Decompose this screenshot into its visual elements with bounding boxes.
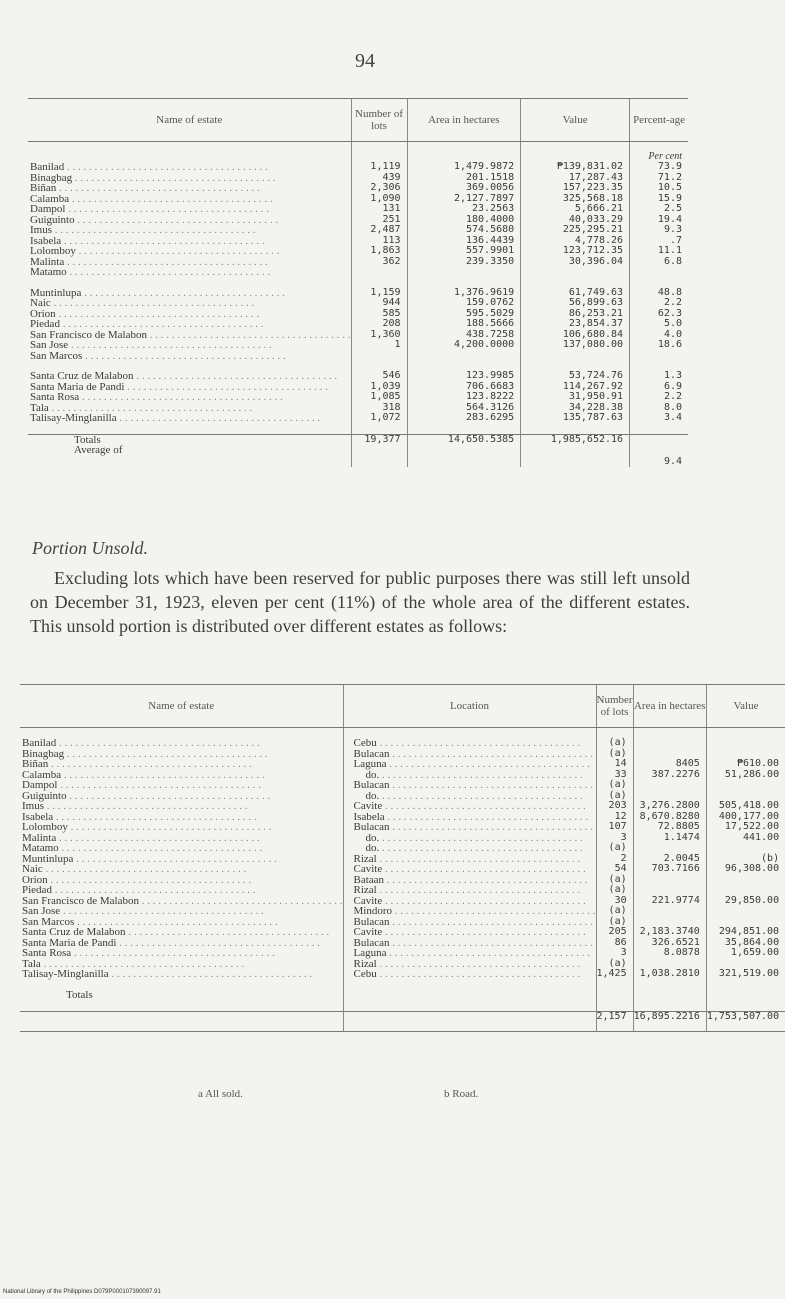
area-hectares: 221.9774	[633, 896, 706, 907]
lots-count: (a)	[596, 875, 633, 886]
estate-name-text: Talisay-Minglanilla	[30, 412, 117, 424]
value	[521, 267, 630, 278]
percentage: 48.8	[630, 288, 688, 299]
value: 53,724.76	[521, 371, 630, 382]
percentage: 2.2	[630, 298, 688, 309]
estate-name-text: Biñan	[22, 758, 49, 770]
value: 106,680.84	[521, 330, 630, 341]
percentage	[630, 267, 688, 278]
body-paragraph: Excluding lots which have been reserved for public purposes there was still left unsold on December 31, 1923, eleven per cent (11%) of the whole area of the different estates. This unsold portion is distributed over different estates as follows:	[30, 568, 690, 636]
lots-count: 203	[596, 801, 633, 812]
t1-body	[28, 142, 688, 468]
total-value	[706, 990, 785, 1012]
table-row	[20, 969, 785, 980]
value: 325,568.18	[521, 194, 630, 205]
percentage: 6.9	[630, 382, 688, 393]
t1-header-lots: Number of lots	[351, 99, 407, 142]
estate-name-text: Imus	[22, 800, 44, 812]
page-number: 94	[355, 50, 375, 72]
area-hectares: 4,200.0000	[407, 340, 521, 351]
location-text: Rizal	[353, 957, 377, 970]
area-hectares: 8,670.8280	[633, 812, 706, 823]
location-text: Bataan	[353, 873, 385, 886]
value: 34,228.38	[521, 403, 630, 414]
lots-count: 1,119	[351, 162, 407, 173]
estate-name-text: Dampol	[22, 779, 58, 791]
estate-name-text: San Jose	[30, 339, 69, 351]
area-hectares: 438.7258	[407, 330, 521, 341]
lots-count	[351, 351, 407, 362]
estate-name-text: Isabela	[30, 234, 62, 247]
lots-count: 1,072	[351, 413, 407, 424]
estate-name-text: Banilad	[22, 737, 57, 749]
credit-line: National Library of the Philippines D079P000107390097.91	[3, 1289, 161, 1295]
area-hectares: 2,183.3740	[633, 927, 706, 938]
value: 35,864.00	[706, 938, 785, 949]
value: 5,666.21	[521, 204, 630, 215]
location-text: Cavite	[353, 926, 383, 938]
value: 157,223.35	[521, 183, 630, 194]
estate-name-text: Calamba	[30, 192, 70, 205]
estate-name-text: Lolomboy	[30, 245, 76, 257]
estate-name-text: Santa Rosa	[22, 947, 72, 959]
percentage: 8.0	[630, 403, 688, 414]
value: 135,787.63	[521, 413, 630, 424]
estate-name	[28, 351, 351, 362]
totals-label: Totals	[28, 434, 351, 445]
location-text: Isabela	[353, 810, 385, 823]
area-hectares: 180.4000	[407, 215, 521, 226]
t1-header-percent: Percent-age	[630, 99, 688, 142]
estate-name-text: Guiguinto	[30, 213, 75, 226]
lots-count: 86	[596, 938, 633, 949]
value: ₱139,831.02	[521, 162, 630, 173]
area-hectares: 564.3126	[407, 403, 521, 414]
lots-count: 33	[596, 770, 633, 781]
location-text: Mindoro	[353, 905, 392, 917]
estate-name-text: Piedad	[22, 884, 52, 896]
location-text: Rizal	[353, 852, 377, 865]
estate-name	[28, 267, 351, 278]
grand-totals-row	[20, 1012, 785, 1032]
lots-count: (a)	[596, 749, 633, 760]
lots-count: 54	[596, 864, 633, 875]
estate-name-text: Tala	[22, 957, 41, 970]
location-text: Bulacan	[353, 747, 390, 760]
lots-count: (a)	[596, 917, 633, 928]
value: 114,267.92	[521, 382, 630, 393]
estate-name-text: Imus	[30, 224, 52, 236]
location-text: Cebu	[353, 968, 377, 980]
area-hectares: 2.0045	[633, 854, 706, 865]
estate-name-text: Orion	[30, 307, 56, 320]
lots-count: 3	[596, 833, 633, 844]
estate-name-text: Biñan	[30, 182, 57, 194]
lots-count: 131	[351, 204, 407, 215]
area-hectares: 387.2276	[633, 770, 706, 781]
area-hectares	[407, 351, 521, 362]
percentage: 15.9	[630, 194, 688, 205]
lots-count: (a)	[596, 843, 633, 854]
value: 123,712.35	[521, 246, 630, 257]
percentage: .7	[630, 236, 688, 247]
location-text: do.	[365, 768, 380, 781]
footnote-a: a All sold.	[198, 1088, 243, 1100]
percentage: 5.0	[630, 319, 688, 330]
value	[706, 738, 785, 749]
value: 17,522.00	[706, 822, 785, 833]
area-hectares: 1,479.9872	[407, 162, 521, 173]
area-hectares: 574.5680	[407, 225, 521, 236]
t2-header-value: Value	[706, 685, 785, 728]
estate-name-text: Naic	[22, 863, 43, 875]
t1-header-area: Area in hectares	[407, 99, 521, 142]
location-text: do.	[365, 831, 380, 844]
t2-header-lots: Number of lots	[596, 685, 633, 728]
location-text: Cebu	[353, 737, 377, 749]
estate-name-text: Banilad	[30, 161, 65, 173]
estate-name-text: San Francisco de Malabon	[22, 894, 139, 907]
total-lots	[596, 990, 633, 1012]
lots-count: 439	[351, 173, 407, 184]
estate-name-text: Matamo	[30, 266, 67, 278]
lots-count: 1,090	[351, 194, 407, 205]
estate-name-text: Muntinlupa	[22, 852, 74, 865]
area-hectares	[633, 738, 706, 749]
value: 61,749.63	[521, 288, 630, 299]
estate-name-text: Guiguinto	[22, 789, 67, 802]
lots-count: 208	[351, 319, 407, 330]
location-text: Cavite	[353, 894, 383, 907]
estate-name-text: San Marcos	[22, 915, 75, 928]
estate-name-text: Tala	[30, 401, 49, 414]
percentage: 6.8	[630, 257, 688, 268]
lots-count: 2,306	[351, 183, 407, 194]
estate-name-text: San Marcos	[30, 349, 83, 362]
area-hectares: 369.0056	[407, 183, 521, 194]
location-text: Laguna	[353, 947, 387, 959]
area-hectares: 159.0762	[407, 298, 521, 309]
area-hectares: 123.9985	[407, 371, 521, 382]
value: 40,033.29	[521, 215, 630, 226]
estate-name-text: Matamo	[22, 842, 59, 854]
value	[706, 843, 785, 854]
lots-count: 546	[351, 371, 407, 382]
lots-count: 251	[351, 215, 407, 226]
percentage: 73.9	[630, 162, 688, 173]
estate-name-text: Malinta	[30, 255, 65, 268]
totals-row	[20, 990, 785, 1012]
area-hectares: 1,376.9619	[407, 288, 521, 299]
lots-count: 1	[351, 340, 407, 351]
location-text: Bulacan	[353, 936, 390, 949]
area-hectares	[407, 267, 521, 278]
percentage: 10.5	[630, 183, 688, 194]
location-text: Laguna	[353, 758, 387, 770]
total-lots: 19,377	[351, 434, 407, 445]
estate-name	[20, 969, 343, 980]
location-text: Bulacan	[353, 821, 390, 833]
lots-count: 12	[596, 812, 633, 823]
lots-count: 318	[351, 403, 407, 414]
lots-count: 1,360	[351, 330, 407, 341]
value: 4,778.26	[521, 236, 630, 247]
value: 51,286.00	[706, 770, 785, 781]
estate-name-text: Naic	[30, 297, 51, 309]
footnote-b: b Road.	[444, 1088, 479, 1100]
t2-header-location: Location	[343, 685, 596, 728]
total-value: 1,985,652.16	[521, 434, 630, 445]
value: 56,899.63	[521, 298, 630, 309]
totals-label: Totals	[66, 988, 93, 1001]
area-hectares: 188.5666	[407, 319, 521, 330]
lots-count: 2	[596, 854, 633, 865]
value	[706, 780, 785, 791]
sold-lots-table	[28, 98, 688, 467]
location-text: Bulacan	[353, 915, 390, 928]
average-percent: 9.4	[630, 445, 688, 467]
lots-count: 944	[351, 298, 407, 309]
value: 1,659.00	[706, 948, 785, 959]
estate-name-text: Muntinlupa	[30, 286, 82, 299]
value: 505,418.00	[706, 801, 785, 812]
grand-total-area: 16,895.2216	[633, 1012, 706, 1032]
location-text: Cavite	[353, 863, 383, 875]
area-hectares: 201.1518	[407, 173, 521, 184]
value: 441.00	[706, 833, 785, 844]
lots-count: (a)	[596, 906, 633, 917]
lots-count	[351, 267, 407, 278]
value: 86,253.21	[521, 309, 630, 320]
average-row	[28, 445, 688, 467]
total-area	[633, 990, 706, 1012]
section-heading: Portion Unsold.	[32, 538, 149, 558]
percentage	[630, 351, 688, 362]
area-hectares: 136.4439	[407, 236, 521, 247]
estate-name-text: Malinta	[22, 831, 57, 844]
area-hectares: 1.1474	[633, 833, 706, 844]
estate-name-text: Santa Rosa	[30, 391, 80, 403]
value: 137,080.00	[521, 340, 630, 351]
area-hectares: 326.6521	[633, 938, 706, 949]
area-hectares: 706.6683	[407, 382, 521, 393]
t2-header-area: Area in hectares	[633, 685, 706, 728]
value: 17,287.43	[521, 173, 630, 184]
grand-total-lots: 2,157	[596, 1012, 633, 1032]
lots-count: (a)	[596, 959, 633, 970]
lots-count: (a)	[596, 791, 633, 802]
value: 400,177.00	[706, 812, 785, 823]
area-hectares: 2,127.7897	[407, 194, 521, 205]
value	[706, 906, 785, 917]
lots-count: 205	[596, 927, 633, 938]
average-label: Average of	[74, 444, 123, 456]
area-hectares: 1,038.2810	[633, 969, 706, 980]
area-hectares	[633, 906, 706, 917]
unsold-lots-table	[20, 684, 785, 1032]
value: 96,308.00	[706, 864, 785, 875]
estate-name-text: Santa Maria de Pandi	[22, 936, 117, 949]
percentage: 62.3	[630, 309, 688, 320]
estate-name-text: Santa Cruz de Malabon	[30, 370, 134, 382]
area-hectares: 123.8222	[407, 392, 521, 403]
estate-name-text: Binagbag	[30, 171, 73, 184]
area-hectares: 595.5029	[407, 309, 521, 320]
percentage: 4.0	[630, 330, 688, 341]
grand-total-value: 1,753,507.00	[706, 1012, 785, 1032]
value: ₱610.00	[706, 759, 785, 770]
totals-row	[28, 434, 688, 445]
lots-count: (a)	[596, 780, 633, 791]
area-hectares	[633, 780, 706, 791]
percentage: 19.4	[630, 215, 688, 226]
location-text: Rizal	[353, 884, 377, 896]
lots-count: 30	[596, 896, 633, 907]
table-row	[28, 351, 688, 362]
estate-name-text: Dampol	[30, 203, 66, 215]
area-hectares	[633, 885, 706, 896]
area-hectares: 8.0878	[633, 948, 706, 959]
table-row	[28, 267, 688, 278]
percentage: 1.3	[630, 371, 688, 382]
value: 29,850.00	[706, 896, 785, 907]
estate-name-text: San Francisco de Malabon	[30, 328, 147, 341]
area-hectares	[633, 875, 706, 886]
value: 30,396.04	[521, 257, 630, 268]
area-hectares: 239.3350	[407, 257, 521, 268]
lots-count: 362	[351, 257, 407, 268]
value: 31,950.91	[521, 392, 630, 403]
area-hectares: 557.9901	[407, 246, 521, 257]
value: 23,854.37	[521, 319, 630, 330]
area-hectares: 8405	[633, 759, 706, 770]
lots-count: 585	[351, 309, 407, 320]
area-hectares: 3,276.2800	[633, 801, 706, 812]
percentage: 11.1	[630, 246, 688, 257]
lots-count: 2,487	[351, 225, 407, 236]
estate-name-text: Binagbag	[22, 747, 65, 760]
estate-name-text: Santa Cruz de Malabon	[22, 926, 126, 938]
percentage: 18.6	[630, 340, 688, 351]
location-text: do.	[365, 842, 380, 854]
lots-count: 3	[596, 948, 633, 959]
estate-name-text: Orion	[22, 873, 48, 886]
area-hectares	[633, 843, 706, 854]
percentage: 9.3	[630, 225, 688, 236]
estate-name-text: Isabela	[22, 810, 54, 823]
location-text: Cavite	[353, 800, 383, 812]
location-text: do.	[365, 789, 380, 802]
percentage: 3.4	[630, 413, 688, 424]
estate-name	[28, 413, 351, 424]
location-text: Bulacan	[353, 779, 390, 791]
table-row	[28, 413, 688, 424]
estate-name-text: Piedad	[30, 318, 60, 330]
t1-header-value: Value	[521, 99, 630, 142]
area-hectares: 72.8805	[633, 822, 706, 833]
total-area: 14,650.5385	[407, 434, 521, 445]
estate-name-text: Calamba	[22, 768, 62, 781]
lots-count: (a)	[596, 738, 633, 749]
t2-body	[20, 728, 785, 1032]
value: 294,851.00	[706, 927, 785, 938]
value	[706, 875, 785, 886]
estate-name-text: Talisay-Minglanilla	[22, 968, 109, 980]
lots-count: 1,863	[351, 246, 407, 257]
value: 225,295.21	[521, 225, 630, 236]
area-hectares: 23.2563	[407, 204, 521, 215]
value: 321,519.00	[706, 969, 785, 980]
lots-count: 1,425	[596, 969, 633, 980]
t2-header-name: Name of estate	[20, 685, 343, 728]
lots-count: 1,039	[351, 382, 407, 393]
value	[521, 351, 630, 362]
value: (b)	[706, 854, 785, 865]
area-hectares: 283.6295	[407, 413, 521, 424]
estate-name-text: Lolomboy	[22, 821, 68, 833]
value	[706, 885, 785, 896]
total-percent	[630, 434, 688, 445]
lots-count: (a)	[596, 885, 633, 896]
lots-count: 107	[596, 822, 633, 833]
t1-header-name: Name of estate	[28, 99, 351, 142]
estate-name-text: Santa Maria de Pandi	[30, 380, 125, 393]
lots-count: 113	[351, 236, 407, 247]
area-hectares: 703.7166	[633, 864, 706, 875]
lots-count: 1,085	[351, 392, 407, 403]
percentage: 2.5	[630, 204, 688, 215]
estate-name-text: San Jose	[22, 905, 61, 917]
percentage: 71.2	[630, 173, 688, 184]
percentage: 2.2	[630, 392, 688, 403]
lots-count: 1,159	[351, 288, 407, 299]
per-cent-label: Per cent	[630, 142, 688, 163]
lots-count: 14	[596, 759, 633, 770]
location	[343, 969, 596, 980]
